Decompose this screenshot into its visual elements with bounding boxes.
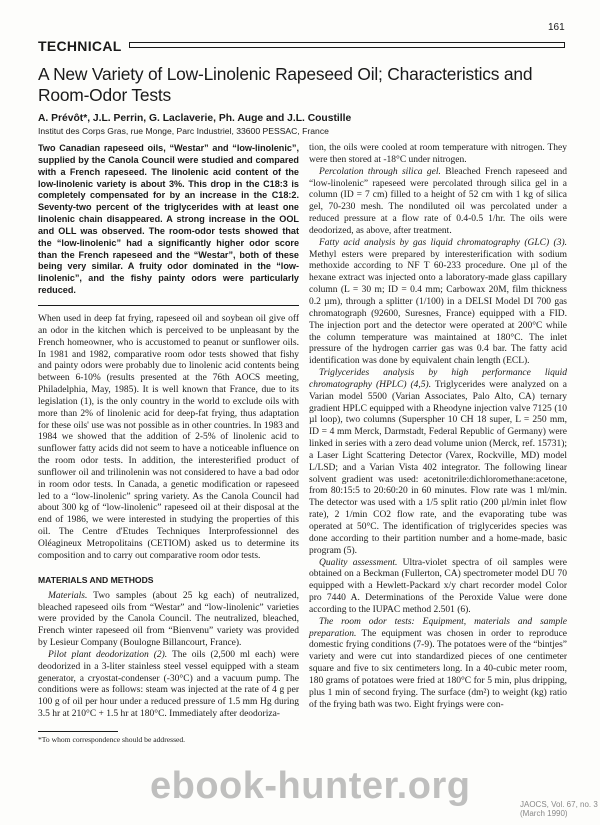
right-column: [309, 143, 567, 712]
affiliation: Institut des Corps Gras, rue Monge, Parc Industriel, 33600 PESSAC, France: [38, 126, 329, 136]
left-column: [38, 143, 299, 744]
glc-paragraph: [309, 238, 567, 368]
authors: A. Prévôt*, J.L. Perrin, G. Laclaverie, Ph. Auge and J.L. Coustille: [38, 113, 352, 124]
quality-lead: Quality assessment.: [319, 557, 398, 568]
quality-text: Ultra-violet spectra of oil samples were obtained on a Beckman (Fullerton, CA) spectrometer model DU 70 equipped with a Hewlett-Packard x/y chart recorder model Color pro 7440 A. Determinations of the Peroxide Value were done according to the IUPAC method 2.501 (6).: [309, 557, 567, 615]
continuation-paragraph: tion, the oils were cooled at room temperature with nitrogen. They were then stored at -18°C under nitrogen.: [309, 143, 567, 165]
quality-paragraph: [309, 558, 567, 617]
abstract-divider: [38, 305, 299, 306]
watermark: ebook-hunter.org: [150, 765, 471, 807]
pilot-text: The oils (2,500 ml each) were deodorized in a 3-liter stainless steel vessel equipped with a steam generator, a cryostat-condenser (-30°C) and a vacuum pump. The conditions were as follows: steam was injected at the rate of 4 g per 100 g of oil per hour under a reduced pressure of 1.5 mm Hg during 3.5 hr at 210°C + 1.5 hr at 180°C. Immediately after deodoriza-: [38, 649, 299, 720]
footnote-rule: [38, 731, 118, 732]
percolation-lead: Percolation through silica gel.: [319, 166, 441, 177]
room-odor-lead: The room odor tests: Equipment, materials and sample preparation.: [309, 616, 567, 639]
materials-lead: Materials.: [48, 590, 88, 601]
intro-paragraph: When used in deep fat frying, rapeseed oil and soybean oil give off an odor in the kitchen which is perceived to be unpleasant by the French homeowner, who is accustomed to peanut or sunflower oils. In 1981 and 1982, comparative room odor tests showed that fishy and painty odors were probably due to linolenic acid contents being between 6-10% (results presented at the 76th AOCS meeting, Philadelphia, May, 1985). It is well known that France, due to its legislation (1), is the only country in the world to exclude oils with more than 2% of linolenic acid for deep-fat frying, thus adaptation for these oils' use was not possible as in other countries. In 1983 and 1984 we showed that the addition of 2-5% of linolenic acid to sunflower fatty acids did not seem to have a noticeable influence on the room odor tests. In addition, the interesterified product of sunflower oil and trilinolenin was not considered to have a bad odor in room odor tests. In Canada, a genetic modification or rapeseed led to a “low-linolenic” spring variety. As the Canola Council had about 300 kg of “low-linolenic” rapeseed oil at their disposal at the end of 1986, we were interested in studying the properties of this oil. The Centre d'Etudes Techniques Interprofessionnel des Oléagineux Metropolitains (CETIOM) asked us to determine its composition and to carry out comparative room odor tests.: [38, 313, 299, 561]
hplc-text: Triglycerides were analyzed on a Varian model 5500 (Varian Associates, Palo Alto, CA) ternary gradient HPLC equipped with a Rheodyne injection valve 7125 (10 µl loop), two columns (Superspher 10 CH 18 super, L = 250 mm, ID = 4 mm Merck, Darmstadt, Federal Republic of Germany) were linked in series with a zero dead volume union (Merck, ref. 15731); a Laser Light Scattering Detector (Varex, Rockville, MD) model L/LSD; and a Varian Vista 402 integrator. The following linear solvent gradient was used: acetonitrile:dichloromethane:acetone, from 80:15:5 to 20:60:20 in 60 minutes. Flow rate was 1 ml/min. The detector was used with a 1/5 split ratio (200 µl/min inlet flow rate), 2 1/min CO2 flow rate, and the evaporating tube was operated at 50°C. The identification of triglycerides species was done according to their partition number and a home-made, basic program (5).: [309, 379, 567, 556]
section-header: [38, 38, 566, 54]
methods-heading: MATERIALS AND METHODS: [38, 574, 154, 585]
hplc-paragraph: [309, 368, 567, 558]
hplc-lead: Triglycerides analysis by high performance liquid chromatography (HPLC) (4,5).: [309, 368, 567, 390]
glc-lead: Fatty acid analysis by gas liquid chromatography (GLC) (3).: [319, 237, 567, 248]
section-label: TECHNICAL: [38, 38, 122, 54]
pilot-lead: Pilot plant deodorization (2).: [48, 649, 168, 660]
abstract-text: Two Canadian rapeseed oils, “Westar” and “low-linolenic”, supplied by the Canola Council were studied and compared with a French rapeseed. The linolenic acid content of the low-linolenic variety is about 3%. This drop in the C18:3 is completely compensated for by an increase in the C18:2. Seventy-two percent of the triglycerides with at least one linolenic chain disappeared. A strong increase in the OOL and OLL was observed. The room-odor tests showed that the “low-linolenic” had a significantly higher odor score than the French rapeseed and the “Westar”, both of these being very similar. A fruity odor dominated in the “low- linolenic”, and the fishy painty odors were particularly reduced.: [38, 143, 299, 296]
section-rule: [129, 42, 565, 48]
percolation-text: Bleached French rapeseed and “low-linolenic” rapeseed were percolated through silica gel in a column (ID = 7 cm) filled to a height of 52 cm with 1 kg of silica gel, 70-230 mesh. The nondiluted oil was percolated under a reduced pressure at a flow rate of 0.4-0.5 1/hr. The oils were deodorized, as above, after treatment.: [309, 166, 568, 236]
materials-text: Two samples (about 25 kg each) of neutralized, bleached rapeseed oils from “Westar” and “low-linolenic” varieties were provided by the Canola Council. The neutralized, bleached, French winter rapeseed oil from “Bienvenu” variety was provided by Lesieur Company (Boulogne Billancourt, France).: [38, 590, 299, 649]
article-title: A New Variety of Low-Linolenic Rapeseed Oil; Characteristics and Room-Odor Tests: [38, 64, 533, 105]
journal-footer: JAOCS, Vol. 67, no. 3 (March 1990): [520, 800, 598, 818]
footnote: *To whom correspondence should be addressed.: [38, 734, 186, 744]
room-odor-paragraph: [309, 617, 567, 712]
percolation-paragraph: [309, 167, 567, 238]
glc-text: Methyl esters were prepared by interesterification with sodium methoxide according to NF T 60-233 procedure. One µl of the hexane extract was injected onto a laboratory-made glass capillary column (L = 30 m; ID = 0.4 mm; Carbowax 20M, film thickness 0.2 µm), through a splitter (1/100) in a DELSI Model DI 700 gas chromatograph (92600, Suresnes, France) equipped with a FID. The injection port and the detector were operated at 200°C while the column temperature was maintained at 180°C. The inlet pressure of the hydrogen carrier gas was 0.4 bar. The fatty acid identification was done by equivalent chain length (ECL).: [309, 249, 567, 367]
materials-paragraph: [38, 591, 299, 650]
abstract: [38, 143, 299, 297]
page-number: 161: [548, 22, 565, 33]
pilot-paragraph: [38, 650, 299, 721]
room-odor-text: The equipment was chosen in order to reproduce domestic frying conditions (7-9). The potatoes were of the “bintjes” variety and were cut into standardized pieces of one centimeter square and five to six centimeters long. In a 40-cubic meter room, 180 grams of potatoes were fried at 180°C for 5 min, plus dripping, plus 1 min of second frying. The surface (dm²) to weight (kg) ratio of the frying bath was two. Eight fryings were con-: [309, 628, 567, 710]
